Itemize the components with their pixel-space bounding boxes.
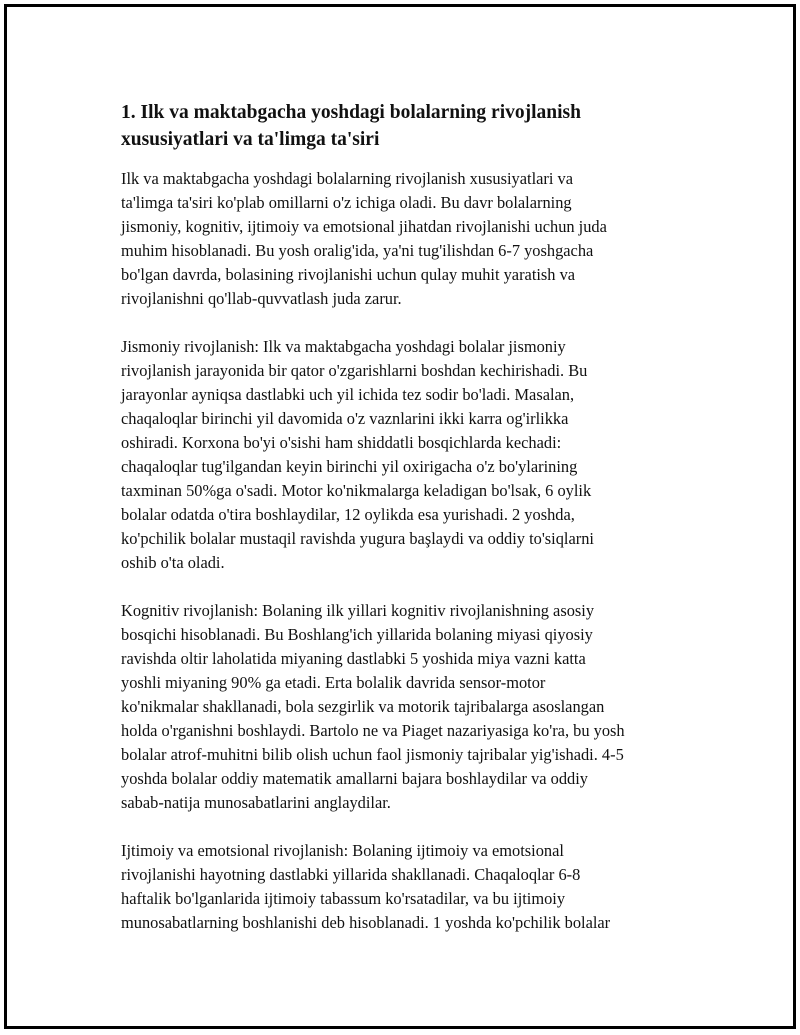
paragraph-physical-development: Jismoniy rivojlanish: Ilk va maktabgacha yoshdagi bolalar jismoniy rivojlanish jarayonida bir qator o'zgarishlarni boshdan kechirishadi. Bu jarayonlar ayniqsa dastlabki uch yil ichida tez sodir bo'ladi. Masalan, chaqaloqlar birinchi yil davomida o'z vaznlarini ikki karra og'irlikka oshiradi. Korxona bo'yi o'sishi ham shiddatli bosqichlarda kechadi: chaqaloqlar tug'ilgandan keyin birinchi yil oxirigacha o'z bo'ylarining taxminan 50%ga o'sadi. Motor ko'nikmalarga keladigan bo'lsak, 6 oylik bolalar odatda o'tira boshlaydilar, 12 oylikda esa yurishadi. 2 yoshda, ko'pchilik bolalar mustaqil ravishda yugura başlaydi va oddiy to'siqlarni oshib o'ta oladi.	[121, 337, 594, 572]
paragraph-social-emotional-development: Ijtimoiy va emotsional rivojlanish: Bolaning ijtimoiy va emotsional rivojlanishi hayotning dastlabki yillarida shakllanadi. Chaqaloqlar 6-8 haftalik bo'lganlarida ijtimoiy tabassum ko'rsatadilar, va bu ijtimoiy munosabatlarning boshlanishi deb hisoblanadi. 1 yoshda ko'pchilik bolalar	[121, 841, 611, 932]
paragraph-cognitive-development: Kognitiv rivojlanish: Bolaning ilk yillari kognitiv rivojlanishning asosiy bosqichi hisoblanadi. Bu Boshlang'ich yillarida bolaning miyasi qiyosiy ravishda oltir laholatida miyaning dastlabki 5 yoshida miya vazni katta yoshli miyaning 90% ga etadi. Erta bolalik davrida sensor-motor ko'nikmalar shakllanadi, bola sezgirlik va motorik tajribalarga asoslangan holda o'rganishni boshlaydi. Bartolo ne va Piaget nazariyasiga ko'ra, bu yosh bolalar atrof-muhitni bilib olish uchun faol jismoniy tajribalar yig'ishadi. 4-5 yoshda bolalar oddiy matematik amallarni bajara boshlaydilar va oddiy sabab-natija munosabatlarini anglaydilar.	[121, 601, 625, 812]
paragraph-intro: Ilk va maktabgacha yoshdagi bolalarning rivojlanish xususiyatlari va ta'limga ta'siri ko'plab omillarni o'z ichiga oladi. Bu davr bolalarning jismoniy, kognitiv, ijtimoiy va emotsional jihatdan rivojlanishi uchun juda muhim hisoblanadi. Bu yosh oralig'ida, ya'ni tug'ilishdan 6-7 yoshgacha bo'lgan davrda, bolasining rivojlanishi uchun qulay muhit yaratish va rivojlanishni qo'llab-quvvatlash juda zarur.	[121, 169, 607, 308]
section-heading: 1. Ilk va maktabgacha yoshdagi bolalarning rivojlanish xususiyatlari va ta'limga ta'siri	[121, 102, 581, 150]
document-body	[121, 99, 681, 959]
page-frame	[4, 4, 796, 1029]
